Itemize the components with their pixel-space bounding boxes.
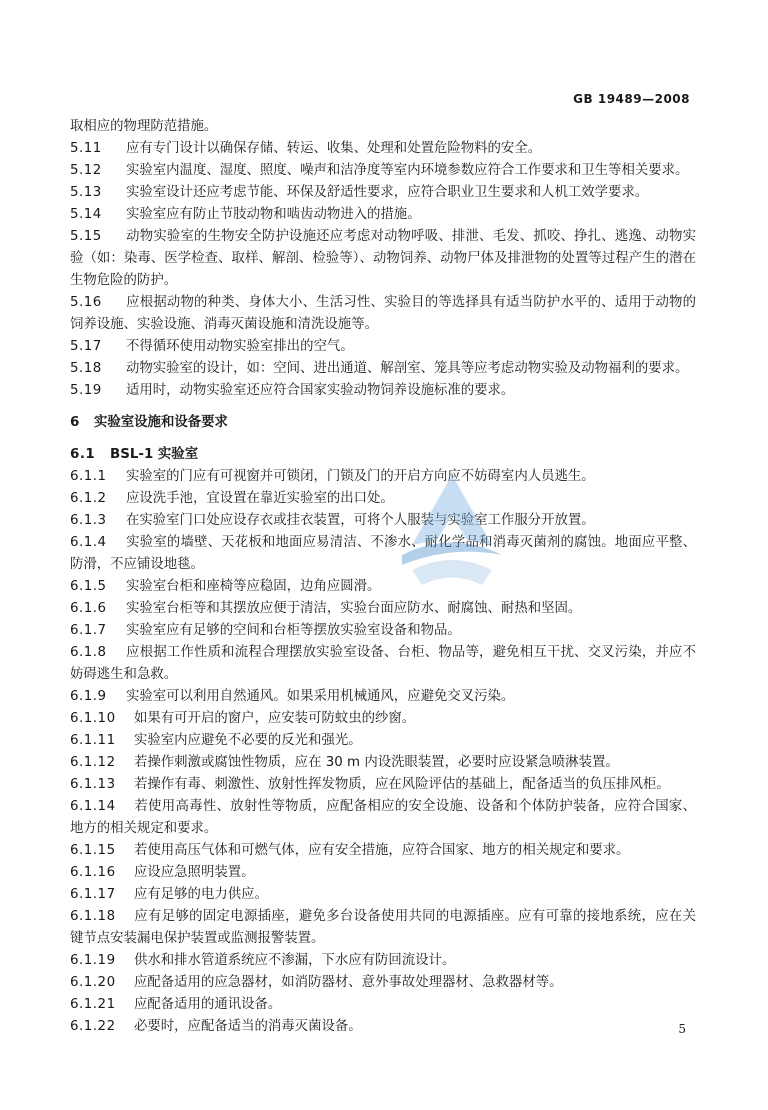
clause-number: 5.19: [70, 383, 102, 398]
clause-number: 6.1.19: [70, 953, 116, 968]
clause-text: 应根据动物的种类、身体大小、生活习性、实验目的等选择具有适当防护水平的、适用于动物的饲养设施、实验设施、消毒灭菌设施和清洗设施等。: [70, 295, 696, 332]
clause-text: 动物实验室的生物安全防护设施还应考虑对动物呼吸、排泄、毛发、抓咬、挣扎、逃逸、动物实验（如：染毒、医学检查、取样、解剖、检验等）、动物饲养、动物尸体及排泄物的处置等过程产生的潜在生物危险的防护。: [70, 229, 696, 288]
clause-text: 必要时，应配备适当的消毒灭菌设备。: [134, 1019, 362, 1034]
clause-6-1-6: [70, 598, 696, 620]
clause-number: 5.15: [70, 229, 102, 244]
clause-text: 适用时，动物实验室还应符合国家实验动物饲养设施标准的要求。: [126, 383, 515, 398]
clause-6-1-11: [70, 730, 696, 752]
page-number: 5: [678, 1022, 686, 1036]
subsection-number: 6.1: [70, 447, 96, 462]
clause-text: 应设洗手池，宜设置在靠近实验室的出口处。: [126, 491, 394, 506]
clause-6-1-14: [70, 796, 696, 840]
clause-text: 应有足够的电力供应。: [134, 887, 268, 902]
clause-text: 若使用高毒性、放射性等物质，应配备相应的安全设施、设备和个体防护装备，应符合国家、地方的相关规定和要求。: [70, 799, 696, 836]
clause-number: 6.1.3: [70, 513, 107, 528]
clause-text: 实验室应有足够的空间和台柜等摆放实验室设备和物品。: [126, 623, 461, 638]
clause-text: 实验室应有防止节肢动物和啮齿动物进入的措施。: [126, 207, 421, 222]
clause-number: 6.1.15: [70, 843, 116, 858]
clause-5-17: [70, 336, 696, 358]
clause-number: 6.1.5: [70, 579, 107, 594]
clause-text: 不得循环使用动物实验室排出的空气。: [126, 339, 354, 354]
section-title: 实验室设施和设备要求: [94, 415, 228, 430]
clause-6-1-13: [70, 774, 696, 796]
clause-5-16: [70, 292, 696, 336]
clause-number: 6.1.2: [70, 491, 107, 506]
clause-text: 应有专门设计以确保存储、转运、收集、处理和处置危险物料的安全。: [126, 141, 542, 156]
clause-number: 6.1.17: [70, 887, 116, 902]
clause-text: 应有足够的固定电源插座，避免多台设备使用共同的电源插座。应有可靠的接地系统，应在关键节点安装漏电保护装置或监测报警装置。: [70, 909, 696, 946]
clause-text: 实验室可以利用自然通风。如果采用机械通风，应避免交叉污染。: [126, 689, 515, 704]
clause-6-1-5: [70, 576, 696, 598]
clause-5-13: [70, 182, 696, 204]
clause-6-1-1: [70, 466, 696, 488]
clause-number: 6.1.20: [70, 975, 116, 990]
clause-5-14: [70, 204, 696, 226]
clause-6-1-9: [70, 686, 696, 708]
clause-number: 5.16: [70, 295, 102, 310]
clause-6-1-10: [70, 708, 696, 730]
clause-text: 若操作有毒、刺激性、放射性挥发物质，应在风险评估的基础上，配备适当的负压排风柜。: [134, 777, 670, 792]
clause-number: 5.12: [70, 163, 102, 178]
subsection-heading: [70, 444, 696, 466]
clause-text: 如果有可开启的窗户，应安装可防蚊虫的纱窗。: [134, 711, 416, 726]
clause-text: 实验室设计还应考虑节能、环保及舒适性要求，应符合职业卫生要求和人机工效学要求。: [126, 185, 649, 200]
clause-6-1-7: [70, 620, 696, 642]
clause-5-18: [70, 358, 696, 380]
clause-number: 6.1.14: [70, 799, 116, 814]
clause-number: 6.1.7: [70, 623, 107, 638]
clause-number: 5.13: [70, 185, 102, 200]
clause-text: 若操作刺激或腐蚀性物质，应在 30 m 内设洗眼装置，必要时应设紧急喷淋装置。: [134, 755, 619, 770]
clause-6-1-17: [70, 884, 696, 906]
clause-number: 6.1.10: [70, 711, 116, 726]
section-number: 6: [70, 415, 80, 430]
clause-number: 6.1.18: [70, 909, 116, 924]
clause-6-1-18: [70, 906, 696, 950]
clause-6-1-22: [70, 1016, 696, 1038]
clause-5-15: [70, 226, 696, 292]
clause-text: 应根据工作性质和流程合理摆放实验室设备、台柜、物品等，避免相互干扰、交叉污染，并应不妨碍逃生和急救。: [70, 645, 696, 682]
clause-5-11: [70, 138, 696, 160]
clause-number: 6.1.22: [70, 1019, 116, 1034]
clause-6-1-16: [70, 862, 696, 884]
clause-number: 6.1.4: [70, 535, 107, 550]
clause-6-1-19: [70, 950, 696, 972]
clause-number: 6.1.6: [70, 601, 107, 616]
clause-text: 应配备适用的通讯设备。: [134, 997, 282, 1012]
clause-5-12: [70, 160, 696, 182]
clause-number: 6.1.9: [70, 689, 107, 704]
clause-number: 5.18: [70, 361, 102, 376]
clause-number: 6.1.1: [70, 469, 107, 484]
clause-text: 应配备适用的应急器材，如消防器材、意外事故处理器材、急救器材等。: [134, 975, 563, 990]
clause-6-1-20: [70, 972, 696, 994]
clause-6-1-2: [70, 488, 696, 510]
clause-5-19: [70, 380, 696, 402]
clause-text: 实验室的门应有可视窗并可锁闭，门锁及门的开启方向应不妨碍室内人员逃生。: [126, 469, 595, 484]
paragraph: [70, 116, 696, 138]
clause-number: 6.1.12: [70, 755, 116, 770]
clause-6-1-21: [70, 994, 696, 1016]
document-code: GB 19489—2008: [573, 92, 690, 106]
clause-number: 6.1.21: [70, 997, 116, 1012]
document-body: [70, 116, 696, 1038]
clause-number: 6.1.13: [70, 777, 116, 792]
clause-number: 5.14: [70, 207, 102, 222]
clause-text: 应设应急照明装置。: [134, 865, 255, 880]
clause-text: 动物实验室的设计，如：空间、进出通道、解剖室、笼具等应考虑动物实验及动物福利的要求。: [126, 361, 689, 376]
clause-text: 若使用高压气体和可燃气体，应有安全措施，应符合国家、地方的相关规定和要求。: [134, 843, 630, 858]
clause-text: 实验室台柜和座椅等应稳固，边角应圆滑。: [126, 579, 381, 594]
clause-text: 实验室的墙壁、天花板和地面应易清洁、不渗水、耐化学品和消毒灭菌剂的腐蚀。地面应平整、防滑，不应铺设地毯。: [70, 535, 696, 572]
clause-6-1-3: [70, 510, 696, 532]
paragraph-text: 取相应的物理防范措施。: [70, 119, 218, 134]
clause-number: 5.17: [70, 339, 102, 354]
clause-number: 6.1.16: [70, 865, 116, 880]
clause-text: 供水和排水管道系统应不渗漏，下水应有防回流设计。: [134, 953, 456, 968]
section-heading: [70, 412, 696, 434]
clause-6-1-8: [70, 642, 696, 686]
clause-number: 6.1.8: [70, 645, 107, 660]
clause-text: 实验室内应避免不必要的反光和强光。: [134, 733, 362, 748]
clause-text: 实验室内温度、湿度、照度、噪声和洁净度等室内环境参数应符合工作要求和卫生等相关要求。: [126, 163, 689, 178]
clause-6-1-12: [70, 752, 696, 774]
clause-text: 实验室台柜等和其摆放应便于清洁，实验台面应防水、耐腐蚀、耐热和坚固。: [126, 601, 582, 616]
clause-6-1-15: [70, 840, 696, 862]
clause-6-1-4: [70, 532, 696, 576]
clause-number: 6.1.11: [70, 733, 116, 748]
subsection-title: BSL-1 实验室: [110, 447, 199, 462]
clause-number: 5.11: [70, 141, 102, 156]
clause-text: 在实验室门口处应设存衣或挂衣装置，可将个人服装与实验室工作服分开放置。: [126, 513, 595, 528]
